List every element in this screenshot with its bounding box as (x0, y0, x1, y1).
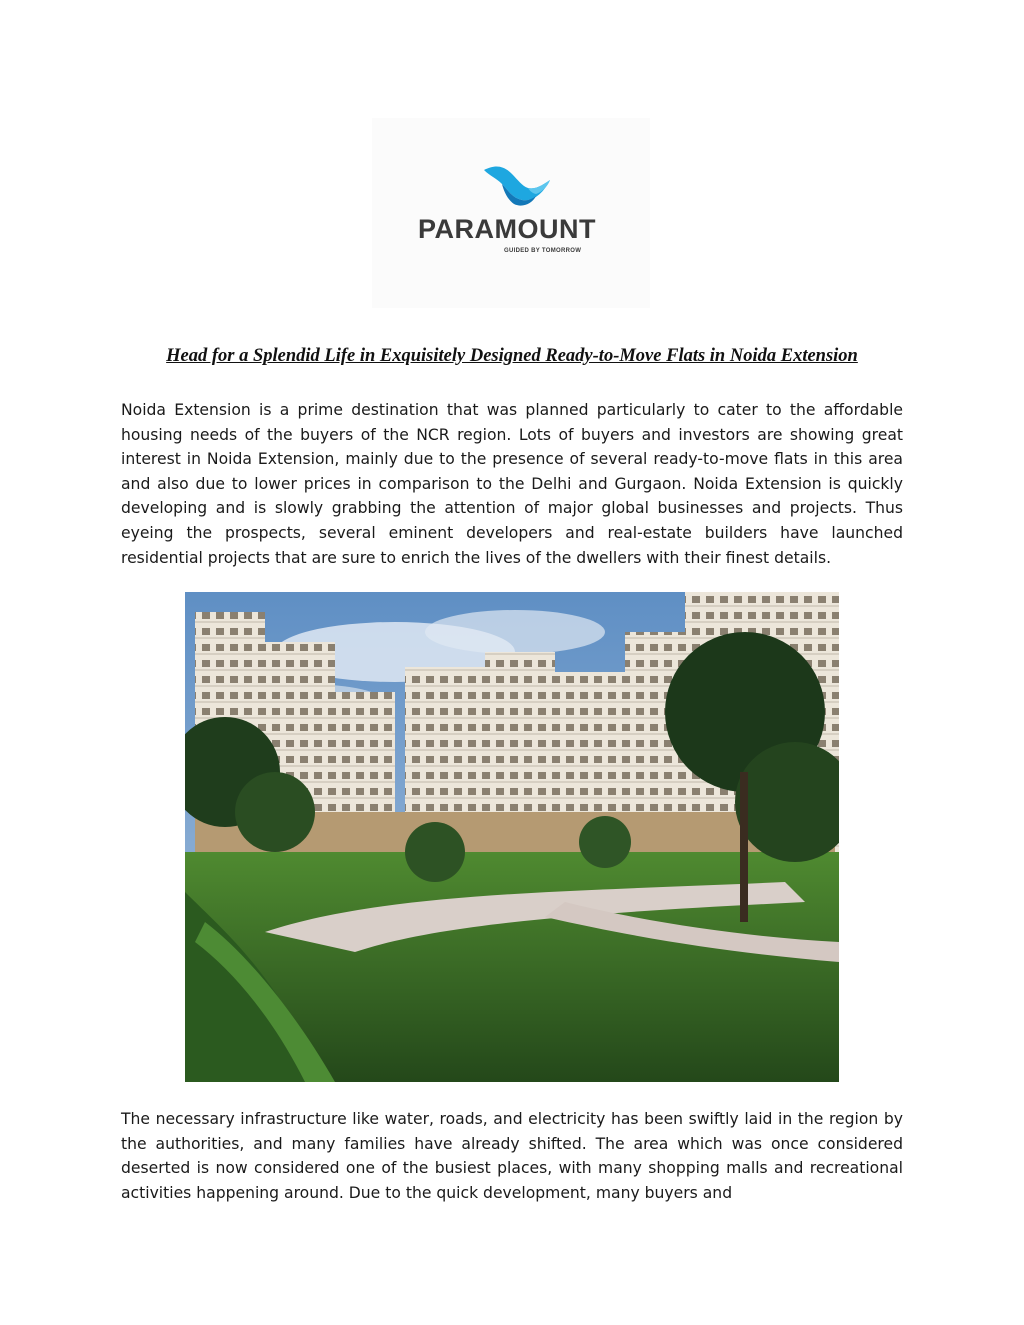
article-paragraph-1: Noida Extension is a prime destination that was planned particularly to cater to the affordable housing needs of the buyers of the NCR region. Lots of buyers and investors are showing great interest in Noida Extension, mainly due to the presence of several ready-to-move flats in this area and also due to lower prices in comparison to the Delhi and Gurgaon. Noida Extension is quickly developing and is slowly grabbing the attention of major global businesses and projects. Thus eyeing the prospects, several eminent developers and real-estate builders have launched residential projects that are sure to enrich the lives of the dwellers with their finest details. (121, 401, 903, 567)
paramount-wave-icon (482, 164, 552, 212)
paramount-logo (372, 118, 650, 308)
article-title: Head for a Splendid Life in Exquisitely Designed Ready-to-Move Flats in Noida Extension (166, 346, 858, 366)
residential-complex-photo (185, 592, 839, 1082)
photo-illustration (185, 592, 839, 1082)
logo-brand-text: PARAMOUNT (418, 214, 596, 244)
article-paragraph-2: The necessary infrastructure like water, roads, and electricity has been swiftly laid in the region by the authorities, and many families have already shifted. The area which was once considered deserted is now considered one of the busiest places, with many shopping malls and recreational activities happening around. Due to the quick development, many buyers and (121, 1110, 903, 1202)
logo-tagline: GUIDED BY TOMORROW (504, 248, 582, 254)
